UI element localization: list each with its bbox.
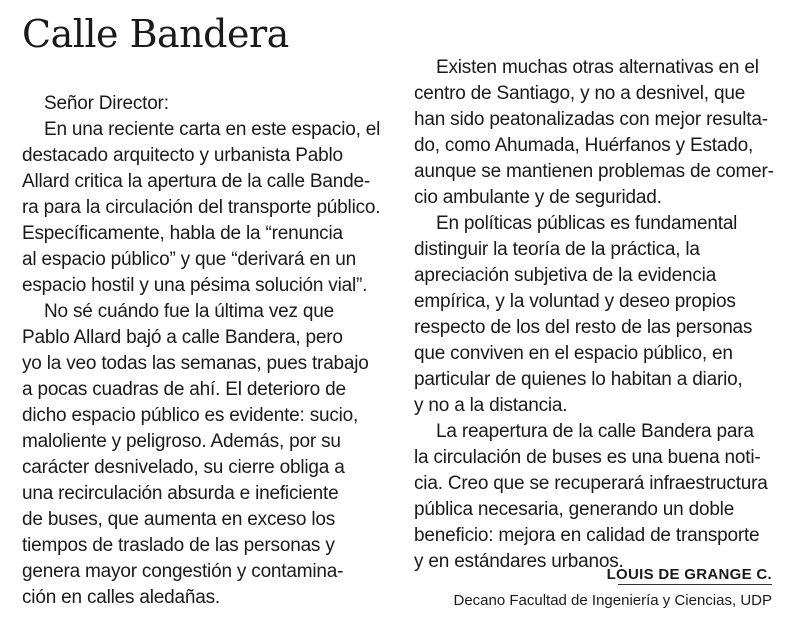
text-line: yo la veo todas las semanas, pues trabajo [22,353,369,374]
text-line: una recirculación absurda e ineficiente [22,483,339,504]
text-line: particular de quienes lo habitan a diario, [414,369,743,390]
text-line: pública necesaria, generando un doble [414,499,735,520]
text-line: genera mayor congestión y contamina- [22,561,344,582]
text-line: respecto de los del resto de las personas [414,317,753,338]
signature-underline [618,584,772,585]
text-line: a pocas cuadras de ahí. El deterioro de [22,379,346,400]
text-line: Existen muchas otras alternativas en el [436,57,759,78]
author-affiliation: Decano Facultad de Ingeniería y Ciencias, UDP [453,592,772,609]
text-line: La reapertura de la calle Bandera para [436,421,754,442]
text-line: do, como Ahumada, Huérfanos y Estado, [414,135,754,156]
text-line: Señor Director: [44,93,169,114]
text-line: maloliente y peligroso. Además, por su [22,431,341,452]
text-line: En políticas públicas es fundamental [436,213,738,234]
text-line: ra para la circulación del transporte público. [22,197,381,218]
text-line: espacio hostil y una pésima solución vial”. [22,275,368,296]
text-line: tiempos de traslado de las personas y [22,535,335,556]
text-line: cia. Creo que se recuperará infraestructura [414,473,768,494]
text-line: de buses, que aumenta en exceso los [22,509,336,530]
text-line: al espacio público” y que “derivará en un [22,249,357,270]
author-signature: LOUIS DE GRANGE C. [606,566,772,583]
text-line: empírica, y la voluntad y deseo propios [414,291,736,312]
text-line: cio ambulante y de seguridad. [414,187,662,208]
text-line: han sido peatonalizadas con mejor resulta- [414,109,768,130]
text-line: No sé cuándo fue la última vez que [44,301,334,322]
letter-title: Calle Bandera [22,12,289,56]
text-line: Allard critica la apertura de la calle Bande- [22,171,370,192]
text-line: carácter desnivelado, su cierre obliga a [22,457,345,478]
text-line: centro de Santiago, y no a desnivel, que [414,83,746,104]
text-line: y en estándares urbanos. [414,551,624,572]
text-line: Específicamente, habla de la “renuncia [22,223,343,244]
text-line: apreciación subjetiva de la evidencia [414,265,717,286]
text-line: aunque se mantienen problemas de comer- [414,161,774,182]
text-line: Pablo Allard bajó a calle Bandera, pero [22,327,343,348]
text-line: la circulación de buses es una buena noti- [414,447,761,468]
text-line: distinguir la teoría de la práctica, la [414,239,700,260]
text-line: destacado arquitecto y urbanista Pablo [22,145,343,166]
text-line: y no a la distancia. [414,395,568,416]
text-line: que conviven en el espacio público, en [414,343,733,364]
text-line: dicho espacio público es evidente: sucio, [22,405,359,426]
text-line: ción en calles aledañas. [22,587,221,608]
text-line: beneficio: mejora en calidad de transporte [414,525,760,546]
text-line: En una reciente carta en este espacio, el [44,119,381,140]
